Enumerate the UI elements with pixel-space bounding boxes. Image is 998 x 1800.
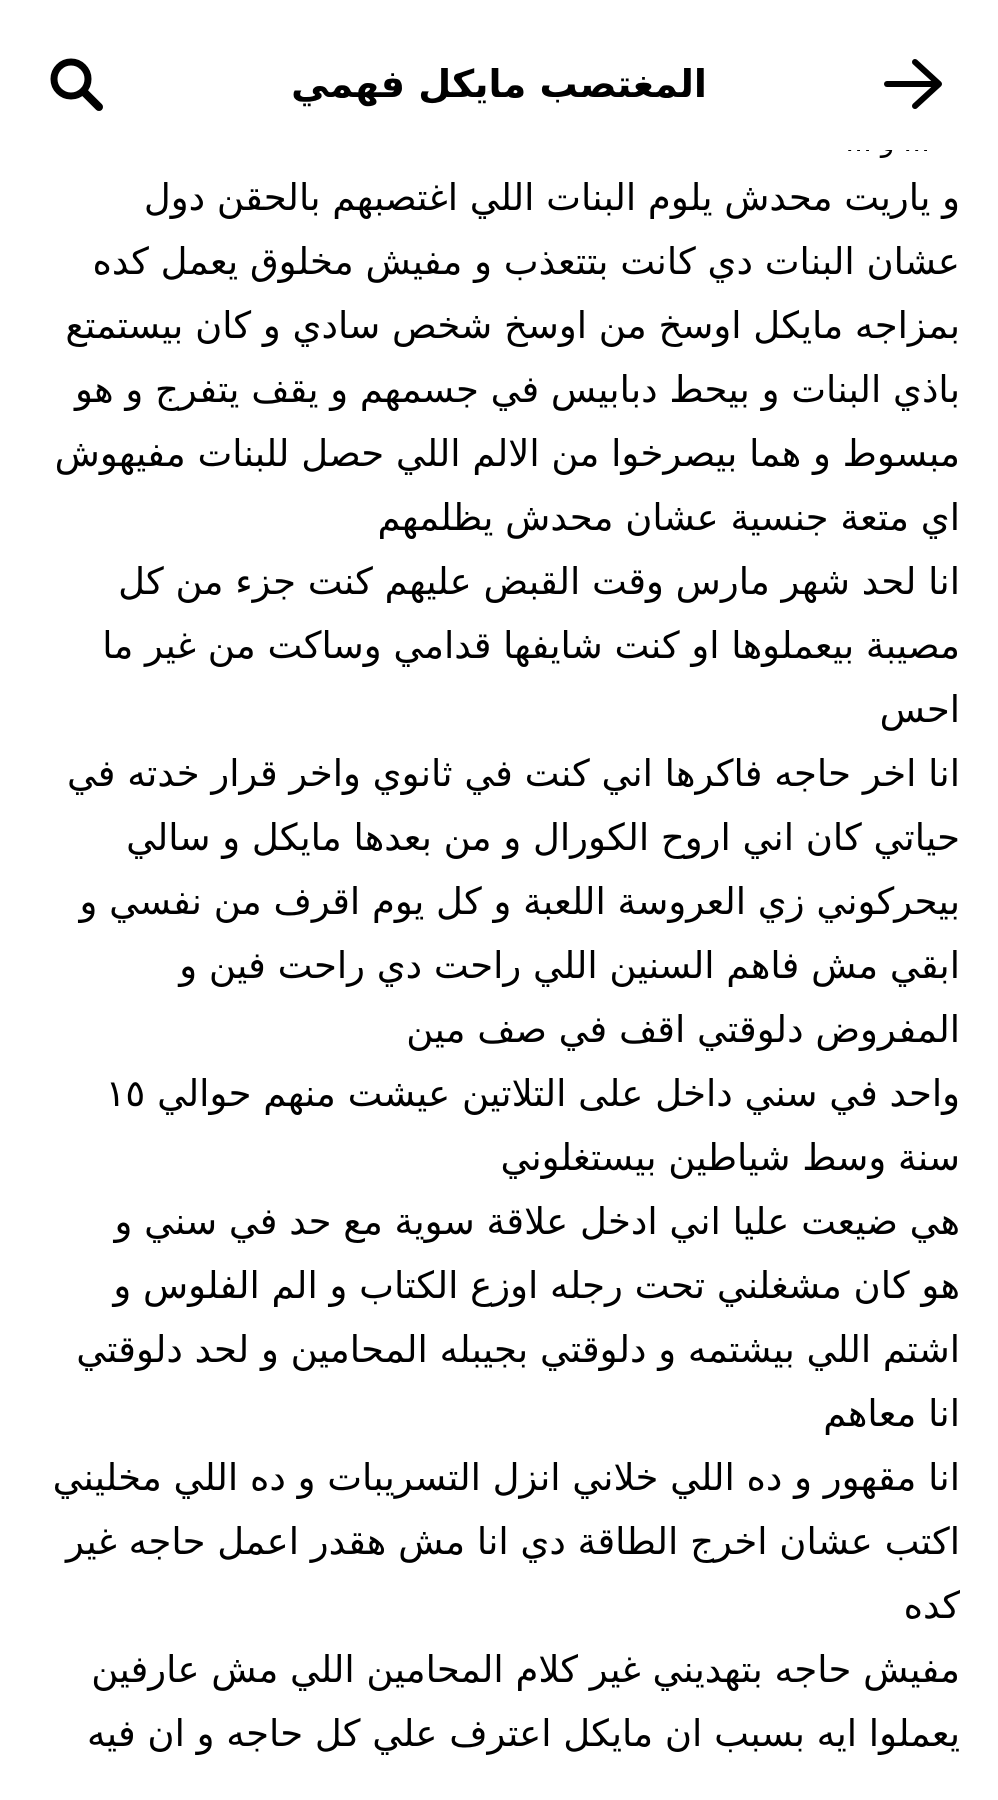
arrow-right-icon bbox=[883, 56, 945, 112]
story-line: بيحركوني زي العروسة اللعبة و كل يوم اقرف من نفسي و bbox=[79, 880, 960, 923]
story-line: احس bbox=[879, 688, 960, 731]
story-line: المفروض دلوقتي اقف في صف مين bbox=[406, 1008, 960, 1051]
story-line: مبسوط و هما بيصرخوا من الالم اللي حصل للبنات مفيهوش bbox=[54, 432, 960, 475]
story-line: سنة وسط شياطين بيستغلوني bbox=[500, 1136, 960, 1179]
story-line: مفيش حاجه بتهديني غير كلام المحامين اللي مش عارفين bbox=[91, 1648, 960, 1691]
back-button[interactable] bbox=[876, 46, 952, 122]
story-line: واحد في سني داخل على التلاتين عيشت منهم حوالي ١٥ bbox=[105, 1072, 960, 1115]
story-line: انا معاهم bbox=[823, 1392, 960, 1435]
story-line: و ياريت محدش يلوم البنات اللي اغتصبهم بالحقن دول bbox=[143, 176, 960, 219]
story-line: اشتم اللي بيشتمه و دلوقتي بجيبله المحامين و لحد دلوقتي bbox=[76, 1328, 960, 1371]
top-bar bbox=[0, 0, 998, 150]
story-line: يعملوا ايه بسبب ان مايكل اعترف علي كل حاجه و ان فيه bbox=[86, 1712, 960, 1755]
story-line: هي ضيعت عليا اني ادخل علاقة سوية مع حد في سني و bbox=[114, 1200, 960, 1243]
story-text bbox=[30, 132, 960, 1800]
story-lines bbox=[30, 166, 960, 1766]
story-line: ابقي مش فاهم السنين اللي راحت دي راحت فين و bbox=[179, 944, 960, 987]
story-line: هو كان مشغلني تحت رجله اوزع الكتاب و الم الفلوس و bbox=[113, 1264, 960, 1307]
page-title: المغتصب مايكل فهمي bbox=[291, 62, 707, 106]
story-line: باذي البنات و بيحط دبابيس في جسمهم و يقف يتفرج و هو bbox=[74, 368, 960, 411]
story-line: اكتب عشان اخرج الطاقة دي انا مش هقدر اعمل حاجه غير bbox=[65, 1520, 960, 1563]
story-line: انا اخر حاجه فاكرها اني كنت في ثانوي واخر قرار خدته في bbox=[66, 752, 960, 795]
story-line: اي متعة جنسية عشان محدش يظلمهم bbox=[377, 496, 960, 539]
story-line: حياتي كان اني اروح الكورال و من بعدها مايكل و سالي bbox=[126, 816, 960, 859]
story-line: انا لحد شهر مارس وقت القبض عليهم كنت جزء من كل bbox=[118, 560, 960, 603]
story-line: كده bbox=[903, 1584, 960, 1627]
story-line: عشان البنات دي كانت بتتعذب و مفيش مخلوق يعمل كده bbox=[92, 240, 960, 283]
story-line: مصيبة بيعملوها او كنت شايفها قدامي وساكت من غير ما bbox=[102, 624, 960, 667]
story-line: بمزاجه مايكل اوسخ من اوسخ شخص سادي و كان بيستمتع bbox=[65, 304, 960, 347]
story-line: انا مقهور و ده اللي خلاني انزل التسريبات و ده اللي مخليني bbox=[52, 1456, 960, 1499]
